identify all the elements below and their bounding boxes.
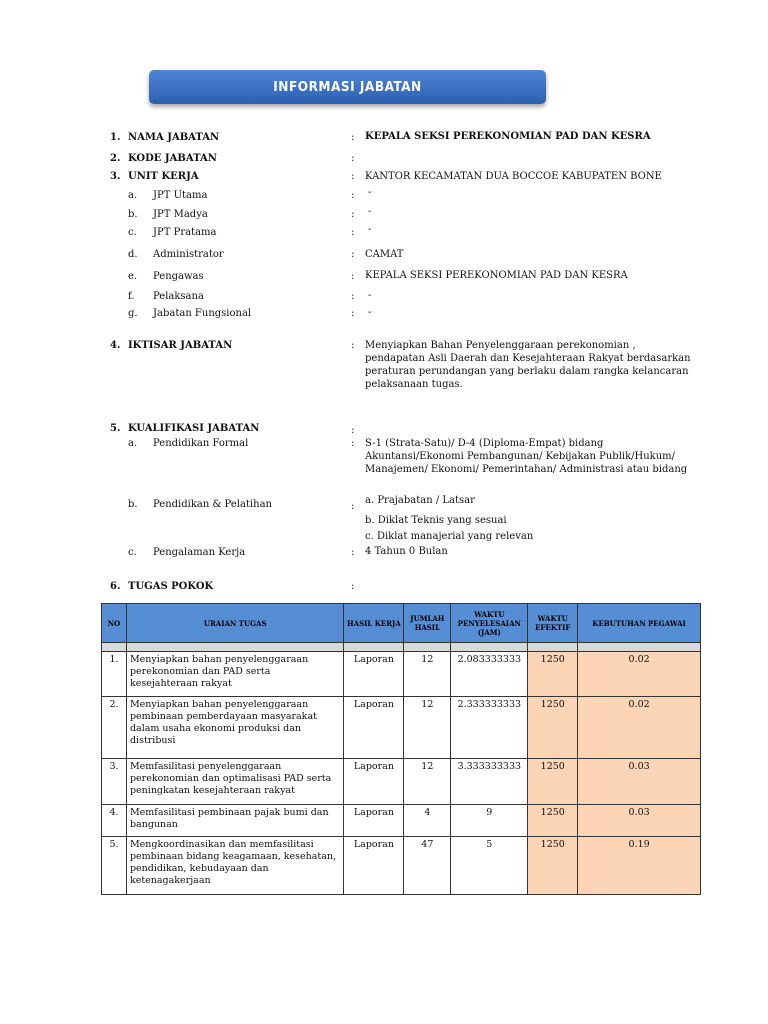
- kualifikasi-label: KUALIFIKASI JABATAN: [128, 423, 260, 434]
- tugas-table: [101, 603, 701, 895]
- pendidikan-formal-value: S-1 (Strata-Satu)/ D-4 (Diploma-Empat) bidang Akuntansi/Ekonomi Pembangunan/ Kebijakan Publik/Hukum/ Manajemen/ Ekonomi/ Pemerintahan/ Administrasi atau bidang: [365, 438, 688, 475]
- cell-jumlah: 12: [404, 697, 451, 759]
- header-kebutuhan: KEBUTUHAN PEGAWAI: [578, 604, 701, 643]
- cell-kebutuhan: 0.03: [578, 759, 701, 805]
- cell-hasil: Laporan: [344, 652, 404, 697]
- table-row: [102, 759, 701, 805]
- sub-letter: c.: [128, 227, 137, 238]
- sub-letter: b.: [128, 499, 138, 510]
- colon: :: [351, 132, 355, 143]
- pelatihan-value: c. Diklat manajerial yang relevan: [365, 531, 534, 542]
- pelatihan-value: a. Prajabatan / Latsar: [365, 495, 475, 506]
- cell-uraian: Menyiapkan bahan penyelenggaraan pembinaan pemberdayaan masyarakat dalam usaha ekonomi produksi dan distribusi: [126, 697, 343, 759]
- pengalaman-value: 4 Tahun 0 Bulan: [365, 546, 448, 557]
- kode-jabatan-label: KODE JABATAN: [128, 153, 217, 164]
- nama-jabatan-value: KEPALA SEKSI PEREKONOMIAN PAD DAN KESRA: [365, 131, 651, 142]
- colon: :: [351, 249, 355, 260]
- sub-letter: a.: [128, 190, 138, 201]
- sub-value: -: [368, 206, 372, 217]
- page-title: INFORMASI JABATAN: [273, 79, 422, 95]
- cell-no: 3.: [102, 759, 127, 805]
- cell-no: 4.: [102, 805, 127, 837]
- cell-no: 5.: [102, 837, 127, 895]
- cell-waktu: 3.333333333: [451, 759, 528, 805]
- pengalaman-label: Pengalaman Kerja: [153, 547, 246, 558]
- cell-no: 2.: [102, 697, 127, 759]
- item-number: 4.: [110, 340, 121, 351]
- header-waktu-penyelesaian: WAKTU PENYELESAIAN (JAM): [451, 604, 528, 643]
- cell-efektif: 1250: [528, 697, 578, 759]
- cell-efektif: 1250: [528, 805, 578, 837]
- table-row: [102, 697, 701, 759]
- sub-letter: c.: [128, 547, 137, 558]
- sub-label: JPT Pratama: [153, 227, 217, 238]
- sub-letter: g.: [128, 308, 138, 319]
- table-spacer-row: [102, 643, 701, 652]
- cell-waktu: 2.083333333: [451, 652, 528, 697]
- unit-kerja-label: UNIT KERJA: [128, 171, 199, 182]
- header-uraian: URAIAN TUGAS: [126, 604, 343, 643]
- header-waktu-efektif: WAKTU EFEKTIF: [528, 604, 578, 643]
- unit-kerja-value: KANTOR KECAMATAN DUA BOCCOE KABUPATEN BONE: [365, 171, 662, 182]
- colon: :: [351, 227, 355, 238]
- sub-value: -: [368, 224, 372, 235]
- header-jumlah: JUMLAH HASIL: [404, 604, 451, 643]
- iktisar-value: Menyiapkan Bahan Penyelenggaraan perekonomian , pendapatan Asli Daerah dan Kesejahteraan Rakyat berdasarkan peraturan perundangan yang berlaku dalam rangka kelancaran pelaksanaan tugas.: [365, 340, 691, 390]
- cell-hasil: Laporan: [344, 697, 404, 759]
- sub-value: KEPALA SEKSI PEREKONOMIAN PAD DAN KESRA: [365, 270, 628, 281]
- sub-label: Administrator: [153, 249, 224, 260]
- sub-letter: e.: [128, 271, 138, 282]
- colon: :: [351, 308, 355, 319]
- cell-kebutuhan: 0.03: [578, 805, 701, 837]
- colon: :: [351, 190, 355, 201]
- cell-kebutuhan: 0.02: [578, 697, 701, 759]
- cell-kebutuhan: 0.19: [578, 837, 701, 895]
- colon: :: [351, 271, 355, 282]
- sub-value: -: [368, 187, 372, 198]
- sub-value: CAMAT: [365, 249, 404, 260]
- cell-waktu: 5: [451, 837, 528, 895]
- colon: :: [351, 547, 355, 558]
- item-number: 1.: [110, 132, 121, 143]
- pelatihan-label: Pendidikan & Pelatihan: [153, 499, 272, 510]
- title-banner: [149, 70, 546, 104]
- cell-hasil: Laporan: [344, 805, 404, 837]
- pelatihan-value: b. Diklat Teknis yang sesuai: [365, 515, 507, 526]
- item-number: 6.: [110, 581, 121, 592]
- sub-label: Jabatan Fungsional: [153, 308, 252, 319]
- tugas-pokok-label: TUGAS POKOK: [128, 581, 214, 592]
- header-no: NO: [102, 604, 127, 643]
- cell-kebutuhan: 0.02: [578, 652, 701, 697]
- table-row: [102, 805, 701, 837]
- cell-jumlah: 4: [404, 805, 451, 837]
- nama-jabatan-label: NAMA JABATAN: [128, 132, 220, 143]
- cell-no: 1.: [102, 652, 127, 697]
- item-number: 3.: [110, 171, 121, 182]
- colon: :: [351, 291, 355, 302]
- sub-label: Pelaksana: [153, 291, 204, 302]
- sub-letter: b.: [128, 209, 138, 220]
- colon: :: [351, 501, 355, 512]
- sub-value: -: [368, 290, 372, 301]
- colon: :: [351, 153, 355, 164]
- cell-jumlah: 12: [404, 652, 451, 697]
- cell-jumlah: 12: [404, 759, 451, 805]
- sub-letter: a.: [128, 438, 138, 449]
- sub-letter: d.: [128, 249, 138, 260]
- sub-letter: f.: [128, 291, 135, 302]
- colon: :: [351, 581, 355, 592]
- cell-uraian: Menyiapkan bahan penyelenggaraan perekonomian dan PAD serta kesejahteraan rakyat: [126, 652, 343, 697]
- sub-label: JPT Utama: [153, 190, 208, 201]
- colon: :: [351, 171, 355, 182]
- item-number: 2.: [110, 153, 121, 164]
- cell-waktu: 2.333333333: [451, 697, 528, 759]
- colon: :: [351, 425, 355, 436]
- cell-uraian: Mengkoordinasikan dan memfasilitasi pembinaan bidang keagamaan, kesehatan, pendidikan, kebudayaan dan ketenagakerjaan: [126, 837, 343, 895]
- sub-label: JPT Madya: [153, 209, 208, 220]
- sub-label: Pengawas: [153, 271, 204, 282]
- cell-waktu: 9: [451, 805, 528, 837]
- cell-hasil: Laporan: [344, 837, 404, 895]
- cell-uraian: Memfasilitasi pembinaan pajak bumi dan bangunan: [126, 805, 343, 837]
- table-row: [102, 837, 701, 895]
- cell-efektif: 1250: [528, 759, 578, 805]
- cell-hasil: Laporan: [344, 759, 404, 805]
- cell-efektif: 1250: [528, 652, 578, 697]
- item-number: 5.: [110, 423, 121, 434]
- header-hasil: HASIL KERJA: [344, 604, 404, 643]
- cell-jumlah: 47: [404, 837, 451, 895]
- iktisar-label: IKTISAR JABATAN: [128, 340, 233, 351]
- colon: :: [351, 340, 355, 351]
- table-row: [102, 652, 701, 697]
- cell-uraian: Memfasilitasi penyelenggaraan perekonomian dan optimalisasi PAD serta peningkatan kesejahteraan rakyat: [126, 759, 343, 805]
- colon: :: [351, 438, 355, 449]
- table-header-row: [102, 604, 701, 643]
- cell-efektif: 1250: [528, 837, 578, 895]
- colon: :: [351, 209, 355, 220]
- pendidikan-formal-label: Pendidikan Formal: [153, 438, 249, 449]
- sub-value: -: [368, 307, 372, 318]
